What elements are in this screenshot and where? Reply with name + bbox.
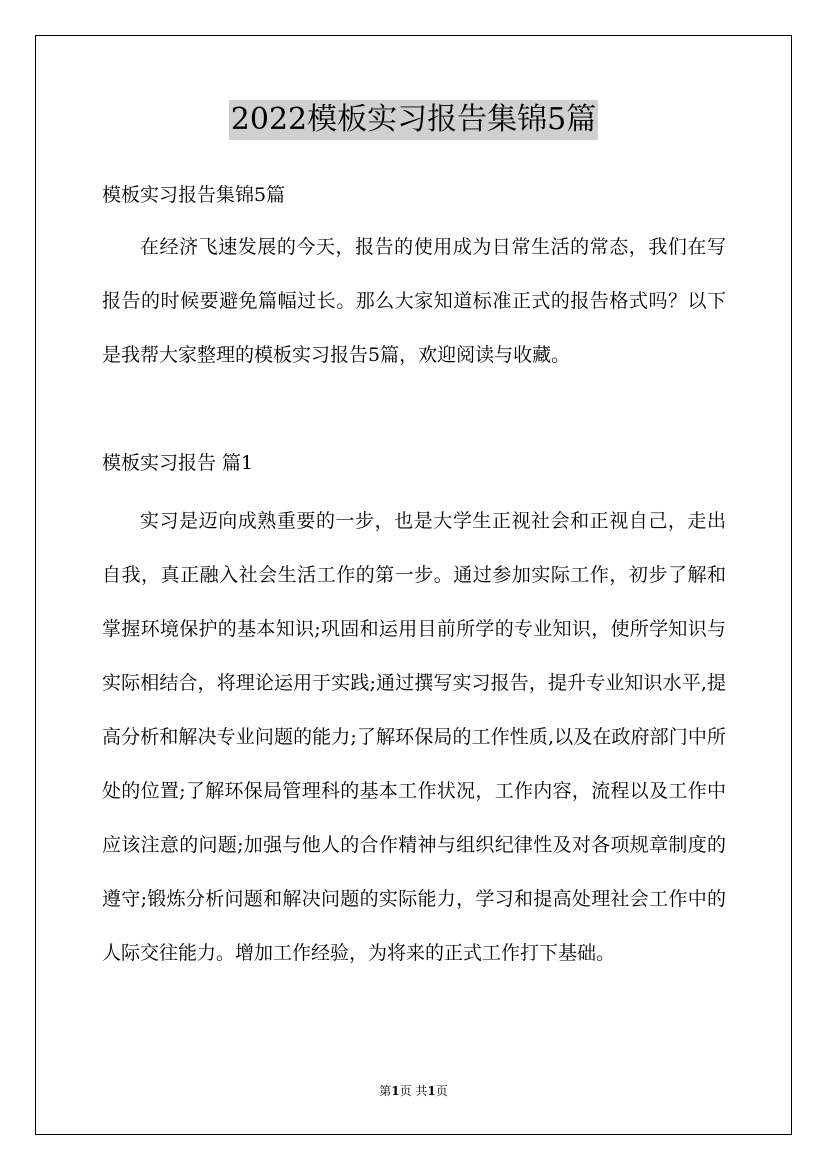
intro-paragraph: 在经济飞速发展的今天，报告的使用成为日常生活的常态，我们在写报告的时候要避免篇幅过长。那么大家知道标准正式的报告格式吗？以下是我帮大家整理的模板实习报告5篇，欢迎阅读与收藏。 [102, 236, 726, 366]
footer-page-current: 1 [391, 1084, 400, 1098]
section-paragraph: 实习是迈向成熟重要的一步，也是大学生正视社会和正视自己，走出自我，真正融入社会生活工作的第一步。通过参加实际工作，初步了解和掌握环境保护的基本知识;巩固和运用目前所学的专业知识，使所学知识与实际相结合，将理论运用于实践;通过撰写实习报告，提升专业知识水平,提高分析和解决专业问题的能力;了解环保局的工作性质,以及在政府部门中所处的位置;了解环保局管理科的基本工作状况，工作内容，流程以及工作中应该注意的问题;加强与他人的合作精神与组织纪律性及对各项规章制度的遵守;锻炼分析问题和解决问题的实际能力，学习和提高处理社会工作中的人际交往能力。增加工作经验，为将来的正式工作打下基础。 [102, 510, 726, 964]
footer-page-total: 1 [427, 1084, 436, 1098]
document-title: 2022模板实习报告集锦5篇 [229, 100, 598, 140]
footer-suffix: 页 [435, 1084, 448, 1098]
footer-prefix: 第 [379, 1084, 392, 1098]
section-heading: 模板实习报告 篇1 [102, 452, 254, 474]
document-subtitle: 模板实习报告集锦5篇 [102, 184, 286, 206]
page-footer [0, 1083, 827, 1099]
title-container [0, 100, 827, 140]
footer-mid: 页 共 [399, 1084, 428, 1098]
